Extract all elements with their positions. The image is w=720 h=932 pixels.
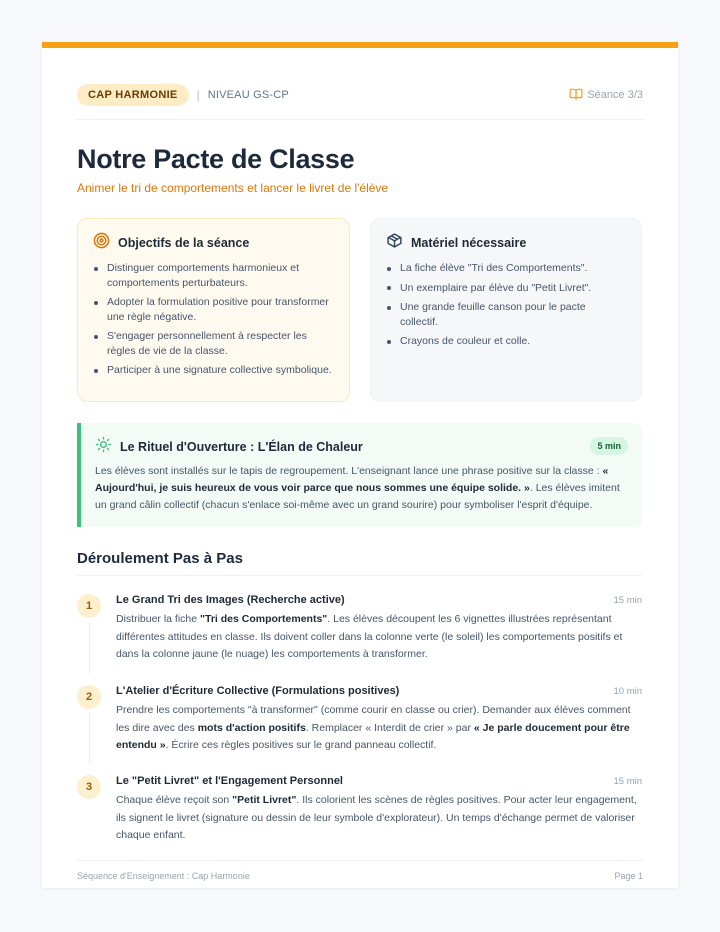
list-item: Adopter la formulation positive pour transformer une règle négative.: [93, 295, 333, 324]
materials-list: [386, 261, 625, 349]
step-description: Chaque élève reçoit son "Petit Livret". Ils colorient les scènes de règles positives. Pour acter leur engagement, ils signent le livret (signature ou dessin de leur symbole d'explorateur). Un temps d'échange permet de valoriser chaque enfant.: [116, 794, 637, 841]
book-open-icon: [569, 88, 583, 103]
page-footer: [77, 860, 643, 881]
materials-heading: Matériel nécessaire: [411, 236, 527, 250]
ritual-text: Les élèves sont installés sur le tapis de regroupement. L'enseignant lance une phrase positive sur la classe : « Aujourd'hui, je suis heureux de vous voir parce que nous sommes une équipe solide. ». Les élèves imitent un grand câlin collectif (chacun s'enlace soi-même avec un grand sourire) pour symboliser l'esprit d'équipe.: [95, 465, 620, 511]
materials-card: [370, 218, 642, 402]
level-label: NIVEAU GS-CP: [207, 89, 289, 101]
step-title: L'Atelier d'Écriture Collective (Formulations positives): [116, 685, 400, 697]
ritual-duration-badge: 5 min: [590, 437, 628, 455]
box-icon: [386, 232, 403, 254]
list-item: S'engager personnellement à respecter les règles de vie de la classe.: [93, 329, 333, 358]
step-duration: 15 min: [613, 776, 642, 787]
list-item: Distinguer comportements harmonieux et comportements perturbateurs.: [93, 261, 333, 290]
list-item: Une grande feuille canson pour le pacte collectif.: [386, 300, 625, 329]
objectives-card: [77, 218, 350, 402]
session-indicator: [569, 84, 643, 106]
step-description: Distribuer la fiche "Tri des Comportements". Les élèves découpent les 6 vignettes illustrées représentant différentes attitudes en classe. Ils doivent coller dans la colonne verte (le soleil) les comportements positifs et dans la colonne jaune (le nuage) les comportements à transformer.: [116, 613, 623, 660]
step-duration: 15 min: [613, 595, 642, 606]
header-separator: |: [196, 88, 200, 102]
step-title: Le Grand Tri des Images (Recherche active): [116, 594, 345, 606]
page-header: [77, 84, 643, 120]
list-item: Un exemplaire par élève du "Petit Livret".: [386, 281, 625, 296]
session-label: Séance 3/3: [587, 89, 643, 101]
page-content: [77, 48, 643, 888]
footer-label: Séquence d'Enseignement : Cap Harmonie: [77, 871, 250, 881]
steps-heading: Déroulement Pas à Pas: [77, 550, 642, 576]
objectives-list: [93, 261, 333, 378]
page-number: Page 1: [614, 871, 643, 881]
step-number: 3: [77, 775, 101, 799]
list-item: La fiche élève "Tri des Comportements".: [386, 261, 625, 276]
page-subtitle: Animer le tri de comportements et lancer le livret de l'élève: [77, 181, 389, 195]
document-page: [42, 42, 678, 888]
page-title: Notre Pacte de Classe: [77, 144, 355, 174]
step-connector: [89, 622, 90, 674]
ritual-heading: Le Rituel d'Ouverture : L'Élan de Chaleur: [120, 440, 363, 454]
sun-icon: [95, 436, 112, 458]
list-item: Crayons de couleur et colle.: [386, 334, 625, 349]
target-icon: [93, 232, 110, 254]
step-number: 1: [77, 594, 101, 618]
ritual-callout: [77, 423, 642, 527]
list-item: Participer à une signature collective symbolique.: [93, 363, 333, 378]
step-title: Le "Petit Livret" et l'Engagement Personnel: [116, 775, 343, 787]
step-description: Prendre les comportements "à transformer" (comme courir en classe ou crier). Demander aux élèves comment les dire avec des mots d'action positifs. Remplacer « Interdit de crier » par « Je parle doucement pour être entendu ». Écrire ces règles positives sur le grand panneau collectif.: [116, 704, 631, 751]
step-duration: 10 min: [613, 686, 642, 697]
step-number: 2: [77, 685, 101, 709]
brand-badge: CAP HARMONIE: [77, 84, 189, 106]
step-connector: [89, 713, 90, 765]
objectives-heading: Objectifs de la séance: [118, 236, 250, 250]
